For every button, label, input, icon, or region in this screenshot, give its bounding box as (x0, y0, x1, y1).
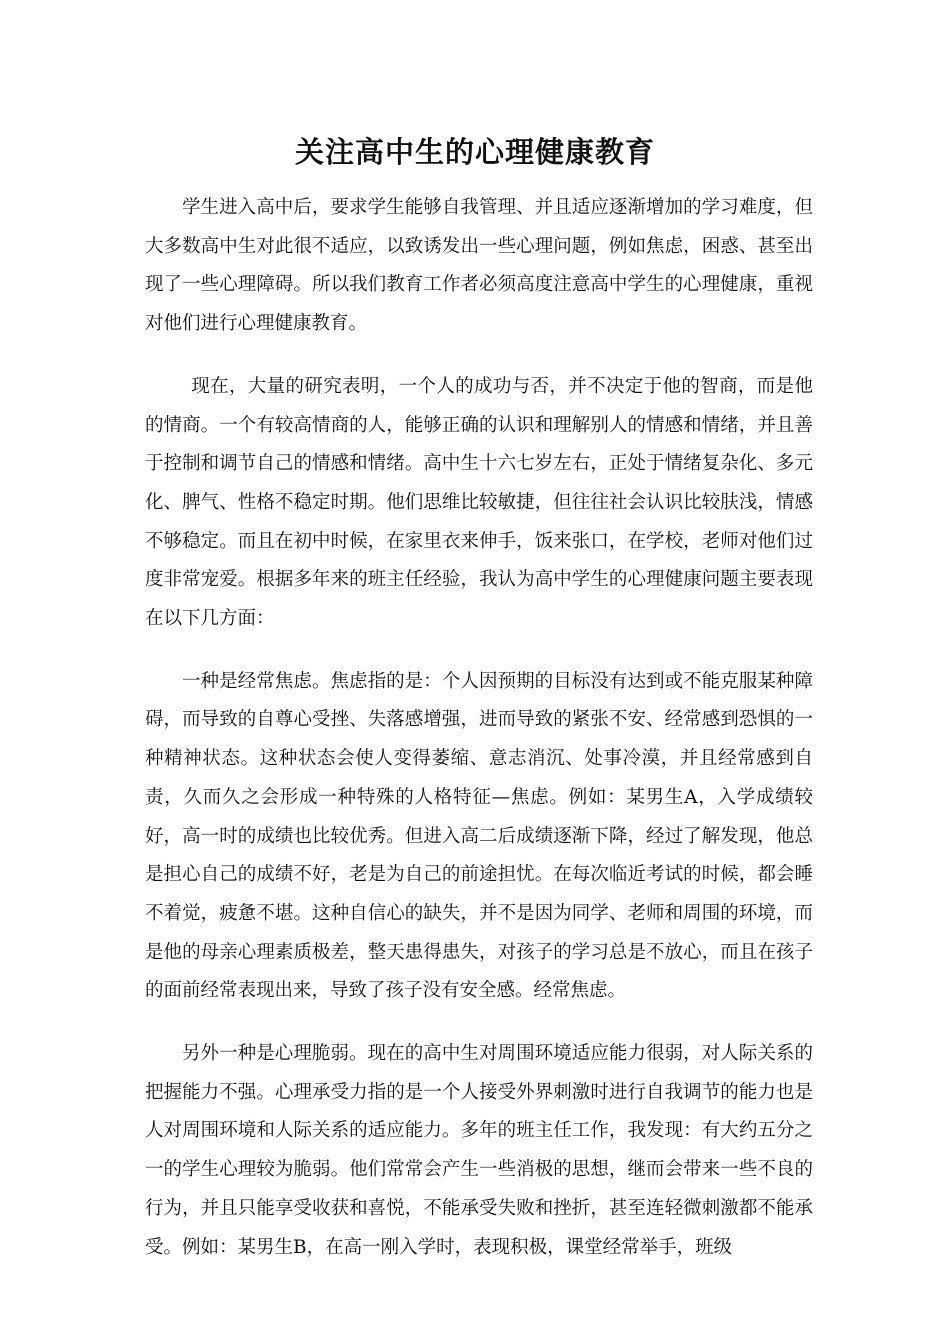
paragraph-fragility: 另外一种是心理脆弱。现在的高中生对周围环境适应能力很弱，对人际关系的把握能力不强。心理承受力指的是一个人接受外界刺激时进行自我调节的能力也是人对周围环境和人际关系的适应能力。多年的班主任工作，我发现：有大约五分之一的学生心理较为脆弱。他们常常会产生一些消极的思想，继而会带来一些不良的行为，并且只能享受收获和喜悦，不能承受失败和挫折，甚至连轻微刺激都不能承受。例如：某男生B，在高一刚入学时，表现积极，课堂经常举手，班级 (145, 1043, 813, 1258)
paragraph-emotional-intelligence: 现在，大量的研究表明，一个人的成功与否，并不决定于他的智商，而是他的情商。一个有较高情商的人，能够正确的认识和理解别人的情感和情绪，并且善于控制和调节自己的情感和情绪。高中生十六七岁左右，正处于情绪复杂化、多元化、脾气、性格不稳定时期。他们思维比较敏捷，但往往社会认识比较肤浅，情感不够稳定。而且在初中时候，在家里衣来伸手，饭来张口，在学校，老师对他们过度非常宠爱。根据多年来的班主任经验，我认为高中学生的心理健康问题主要表现在以下几方面： (145, 375, 813, 630)
document-title: 关注高中生的心理健康教育 (294, 135, 655, 169)
paragraph-intro: 学生进入高中后，要求学生能够自我管理、并且适应逐渐增加的学习难度，但大多数高中生对此很不适应，以致诱发出一些心理问题，例如焦虑，困惑、甚至出现了一些心理障碍。所以我们教育工作者必须高度注意高中学生的心理健康，重视对他们进行心理健康教育。 (145, 197, 813, 335)
document-body (145, 189, 813, 1291)
paragraph-anxiety: 一种是经常焦虑。焦虑指的是：个人因预期的目标没有达到或不能克服某种障碍，而导致的自尊心受挫、失落感增强，进而导致的紧张不安、经常感到恐惧的一种精神状态。这种状态会使人变得萎缩、意志消沉、处事冷漠，并且经常感到自责，久而久之会形成一种特殊的人格特征—焦虑。例如：某男生A，入学成绩较好，高一时的成绩也比较优秀。但进入高二后成绩逐渐下降，经过了解发现，他总是担心自己的成绩不好，老是为自己的前途担忧。在每次临近考试的时候，都会睡不着觉，疲惫不堪。这种自信心的缺失，并不是因为同学、老师和周围的环境，而是他的母亲心理素质极差，整天患得患失，对孩子的学习总是不放心，而且在孩子的面前经常表现出来，导致了孩子没有安全感。经常焦虑。 (145, 670, 813, 1002)
